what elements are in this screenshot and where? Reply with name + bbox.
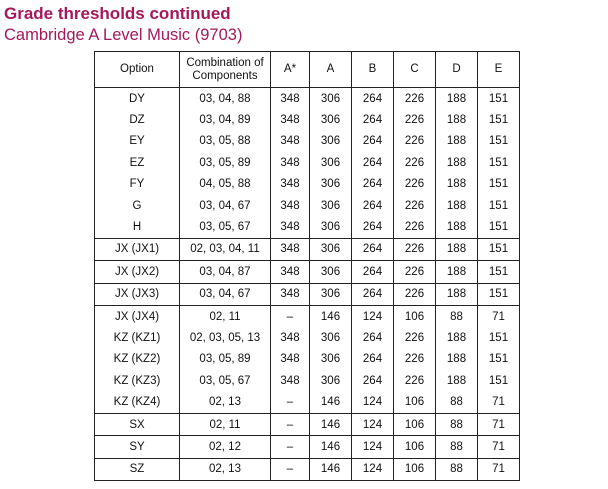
cell-e: 151 [478, 349, 520, 370]
cell-option: FY [95, 174, 180, 195]
cell-option: EZ [95, 152, 180, 173]
cell-a: 146 [310, 436, 352, 458]
cell-a-star: 348 [271, 195, 310, 216]
cell-combination: 02, 03, 04, 11 [180, 238, 271, 260]
cell-a: 146 [310, 305, 352, 327]
cell-e: 151 [478, 261, 520, 283]
cell-option: KZ (KZ2) [95, 349, 180, 370]
cell-b: 124 [352, 305, 394, 327]
cell-c: 226 [394, 195, 436, 216]
cell-combination: 03, 05, 67 [180, 370, 271, 391]
cell-option: JX (JX4) [95, 305, 180, 327]
cell-b: 264 [352, 152, 394, 173]
cell-d: 188 [436, 238, 478, 260]
cell-a: 306 [310, 216, 352, 238]
cell-c: 226 [394, 174, 436, 195]
table-row [95, 391, 520, 413]
cell-d: 188 [436, 174, 478, 195]
cell-a: 306 [310, 370, 352, 391]
cell-c: 226 [394, 370, 436, 391]
cell-e: 151 [478, 174, 520, 195]
cell-combination: 02, 13 [180, 391, 271, 413]
table-header-row [95, 52, 520, 88]
cell-combination: 03, 04, 67 [180, 195, 271, 216]
cell-d: 88 [436, 436, 478, 458]
cell-e: 151 [478, 109, 520, 130]
cell-a: 306 [310, 109, 352, 130]
cell-a: 306 [310, 283, 352, 305]
cell-e: 151 [478, 216, 520, 238]
table-row [95, 283, 520, 305]
column-header-option: Option [95, 52, 180, 88]
cell-a-star: 348 [271, 261, 310, 283]
cell-combination: 02, 13 [180, 458, 271, 480]
cell-option: KZ (KZ3) [95, 370, 180, 391]
cell-d: 188 [436, 109, 478, 130]
column-header-combination: Combination of Components [180, 52, 271, 88]
cell-e: 151 [478, 195, 520, 216]
column-header-e: E [478, 52, 520, 88]
cell-combination: 03, 04, 87 [180, 261, 271, 283]
cell-e: 71 [478, 413, 520, 435]
table-row [95, 195, 520, 216]
cell-a: 306 [310, 152, 352, 173]
cell-b: 124 [352, 458, 394, 480]
cell-combination: 03, 05, 89 [180, 349, 271, 370]
cell-option: G [95, 195, 180, 216]
cell-c: 106 [394, 305, 436, 327]
cell-option: SY [95, 436, 180, 458]
cell-b: 264 [352, 174, 394, 195]
cell-c: 226 [394, 88, 436, 110]
table-row [95, 131, 520, 152]
cell-a: 146 [310, 391, 352, 413]
cell-option: DZ [95, 109, 180, 130]
cell-d: 188 [436, 131, 478, 152]
cell-a-star: 348 [271, 109, 310, 130]
cell-d: 188 [436, 88, 478, 110]
table-row [95, 174, 520, 195]
cell-c: 226 [394, 216, 436, 238]
cell-b: 264 [352, 349, 394, 370]
cell-combination: 02, 11 [180, 305, 271, 327]
cell-a: 306 [310, 327, 352, 348]
cell-b: 264 [352, 261, 394, 283]
cell-d: 188 [436, 195, 478, 216]
cell-option: EY [95, 131, 180, 152]
column-header-c: C [394, 52, 436, 88]
cell-option: JX (JX2) [95, 261, 180, 283]
table-row [95, 327, 520, 348]
cell-a-star: – [271, 413, 310, 435]
column-header-d: D [436, 52, 478, 88]
cell-b: 264 [352, 131, 394, 152]
cell-a-star: 348 [271, 216, 310, 238]
cell-b: 124 [352, 391, 394, 413]
cell-a-star: – [271, 305, 310, 327]
cell-combination: 04, 05, 88 [180, 174, 271, 195]
cell-option: JX (JX3) [95, 283, 180, 305]
cell-e: 151 [478, 131, 520, 152]
cell-a-star: 348 [271, 349, 310, 370]
cell-d: 88 [436, 458, 478, 480]
cell-e: 71 [478, 458, 520, 480]
cell-d: 188 [436, 261, 478, 283]
cell-a: 306 [310, 195, 352, 216]
cell-c: 226 [394, 109, 436, 130]
table-row [95, 238, 520, 260]
cell-d: 88 [436, 413, 478, 435]
table-row [95, 305, 520, 327]
cell-d: 188 [436, 370, 478, 391]
cell-e: 151 [478, 88, 520, 110]
cell-combination: 02, 03, 05, 13 [180, 327, 271, 348]
cell-e: 71 [478, 436, 520, 458]
cell-c: 226 [394, 261, 436, 283]
cell-b: 264 [352, 283, 394, 305]
cell-e: 151 [478, 283, 520, 305]
cell-d: 188 [436, 283, 478, 305]
cell-c: 226 [394, 238, 436, 260]
cell-a: 146 [310, 413, 352, 435]
page-title: Grade thresholds continued [4, 4, 231, 23]
cell-d: 188 [436, 152, 478, 173]
cell-a: 306 [310, 261, 352, 283]
cell-b: 264 [352, 88, 394, 110]
cell-option: SX [95, 413, 180, 435]
table-row [95, 216, 520, 238]
cell-combination: 02, 12 [180, 436, 271, 458]
cell-a: 306 [310, 131, 352, 152]
cell-c: 226 [394, 283, 436, 305]
page-subtitle: Cambridge A Level Music (9703) [4, 26, 243, 44]
cell-b: 124 [352, 413, 394, 435]
cell-c: 226 [394, 327, 436, 348]
cell-d: 88 [436, 305, 478, 327]
cell-a-star: – [271, 458, 310, 480]
cell-a-star: 348 [271, 88, 310, 110]
cell-a-star: 348 [271, 283, 310, 305]
cell-b: 264 [352, 370, 394, 391]
cell-a-star: – [271, 391, 310, 413]
cell-option: H [95, 216, 180, 238]
cell-d: 188 [436, 349, 478, 370]
cell-d: 188 [436, 327, 478, 348]
cell-option: DY [95, 88, 180, 110]
cell-c: 106 [394, 436, 436, 458]
cell-e: 151 [478, 152, 520, 173]
cell-b: 264 [352, 216, 394, 238]
cell-a: 146 [310, 458, 352, 480]
cell-option: JX (JX1) [95, 238, 180, 260]
cell-combination: 03, 04, 67 [180, 283, 271, 305]
cell-d: 188 [436, 216, 478, 238]
cell-a-star: 348 [271, 238, 310, 260]
table-body [95, 88, 520, 481]
table-row [95, 349, 520, 370]
cell-c: 106 [394, 413, 436, 435]
grade-thresholds-table [94, 51, 520, 481]
cell-b: 124 [352, 436, 394, 458]
cell-d: 88 [436, 391, 478, 413]
table-row [95, 109, 520, 130]
cell-b: 264 [352, 109, 394, 130]
cell-c: 106 [394, 458, 436, 480]
table-row [95, 458, 520, 480]
cell-b: 264 [352, 238, 394, 260]
cell-c: 226 [394, 131, 436, 152]
cell-b: 264 [352, 327, 394, 348]
cell-a: 306 [310, 88, 352, 110]
cell-option: KZ (KZ1) [95, 327, 180, 348]
cell-c: 226 [394, 152, 436, 173]
cell-e: 71 [478, 305, 520, 327]
cell-combination: 03, 05, 67 [180, 216, 271, 238]
cell-option: SZ [95, 458, 180, 480]
cell-combination: 03, 04, 88 [180, 88, 271, 110]
table-row [95, 88, 520, 110]
column-header-a: A [310, 52, 352, 88]
table-row [95, 436, 520, 458]
cell-option: KZ (KZ4) [95, 391, 180, 413]
cell-a-star: 348 [271, 131, 310, 152]
cell-a-star: 348 [271, 370, 310, 391]
cell-e: 151 [478, 370, 520, 391]
table-row [95, 413, 520, 435]
cell-combination: 03, 05, 88 [180, 131, 271, 152]
cell-a-star: 348 [271, 174, 310, 195]
cell-a: 306 [310, 349, 352, 370]
cell-b: 264 [352, 195, 394, 216]
cell-a: 306 [310, 238, 352, 260]
table-row [95, 370, 520, 391]
column-header-b: B [352, 52, 394, 88]
cell-e: 71 [478, 391, 520, 413]
cell-a-star: 348 [271, 327, 310, 348]
cell-combination: 03, 05, 89 [180, 152, 271, 173]
cell-c: 106 [394, 391, 436, 413]
cell-combination: 03, 04, 89 [180, 109, 271, 130]
cell-a-star: 348 [271, 152, 310, 173]
cell-e: 151 [478, 238, 520, 260]
cell-a-star: – [271, 436, 310, 458]
cell-a: 306 [310, 174, 352, 195]
column-header-a-star: A* [271, 52, 310, 88]
table-row [95, 152, 520, 173]
table-row [95, 261, 520, 283]
cell-combination: 02, 11 [180, 413, 271, 435]
cell-c: 226 [394, 349, 436, 370]
cell-e: 151 [478, 327, 520, 348]
